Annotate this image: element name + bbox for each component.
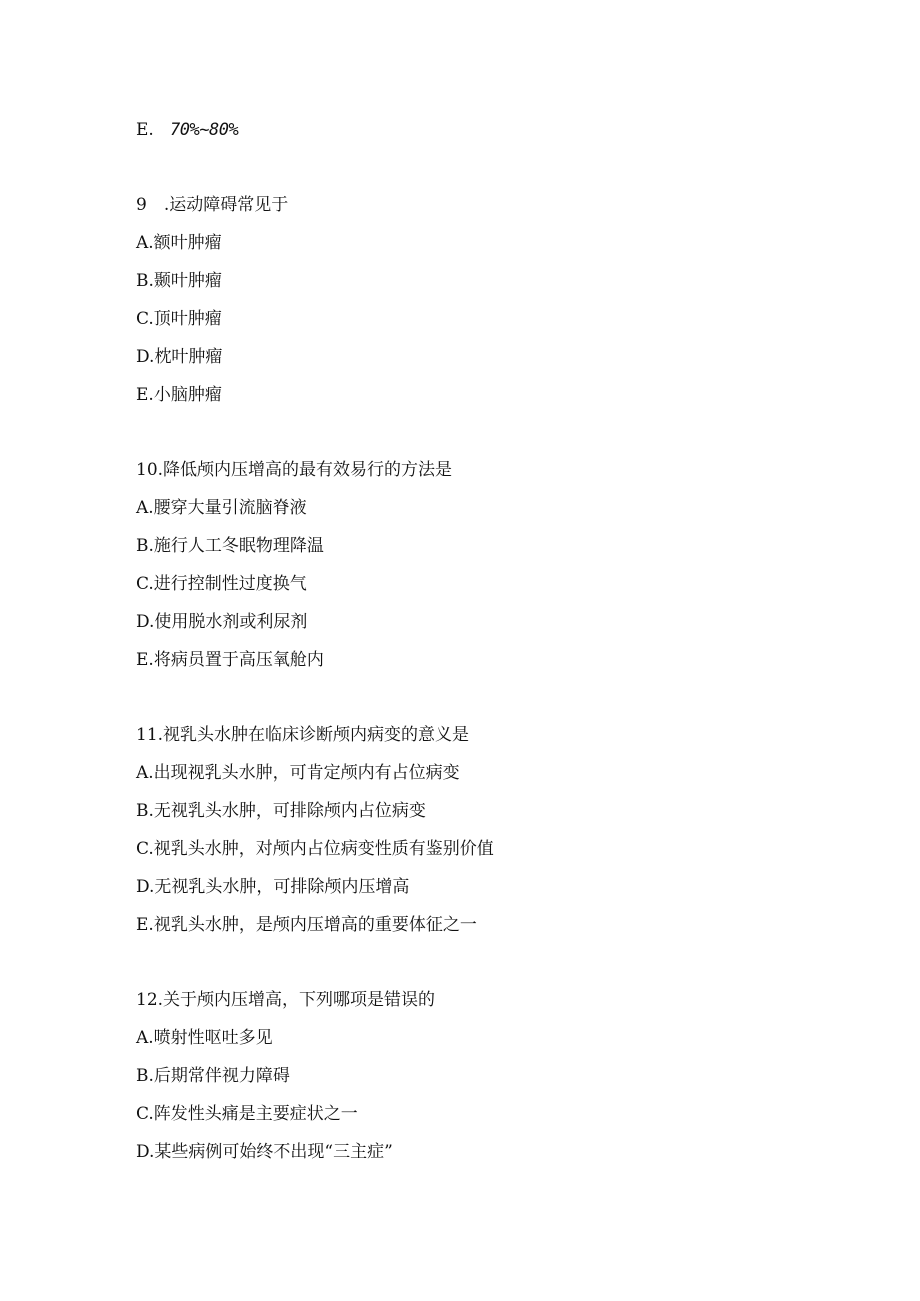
question-9-option-a: A.额叶肿瘤 bbox=[136, 233, 222, 253]
question-9-option-b: B.颞叶肿瘤 bbox=[136, 271, 222, 291]
question-11-option-a: A.出现视乳头水肿，可肯定颅内有占位病变 bbox=[136, 763, 460, 783]
q8-option-e bbox=[136, 119, 238, 141]
question-11-option-d: D.无视乳头水肿，可排除颅内压增高 bbox=[136, 877, 410, 897]
question-9-stem: 9 .运动障碍常见于 bbox=[136, 195, 289, 215]
question-11-option-b: B.无视乳头水肿，可排除颅内占位病变 bbox=[136, 801, 426, 821]
question-9-option-d: D.枕叶肿瘤 bbox=[136, 347, 223, 367]
question-12-stem: 12.关于颅内压增高，下列哪项是错误的 bbox=[136, 990, 436, 1010]
question-9-option-e: E.小脑肿瘤 bbox=[136, 385, 222, 405]
option-letter: E. bbox=[136, 120, 154, 140]
question-10-option-e: E.将病员置于高压氧舱内 bbox=[136, 650, 324, 670]
question-11-stem: 11.视乳头水肿在临床诊断颅内病变的意义是 bbox=[136, 725, 470, 745]
option-value: 70%~80% bbox=[170, 120, 239, 140]
question-10-stem: 10.降低颅内压增高的最有效易行的方法是 bbox=[136, 460, 453, 480]
question-10-option-a: A.腰穿大量引流脑脊液 bbox=[136, 498, 307, 518]
question-12-option-c: C.阵发性头痛是主要症状之一 bbox=[136, 1104, 358, 1124]
question-11-option-c: C.视乳头水肿，对颅内占位病变性质有鉴别价值 bbox=[136, 839, 494, 859]
question-12-option-b: B.后期常伴视力障碍 bbox=[136, 1066, 290, 1086]
question-12-option-a: A.喷射性呕吐多见 bbox=[136, 1028, 273, 1048]
question-10-option-d: D.使用脱水剂或利尿剂 bbox=[136, 612, 308, 632]
question-10-option-b: B.施行人工冬眠物理降温 bbox=[136, 536, 324, 556]
question-10-option-c: C.进行控制性过度换气 bbox=[136, 574, 307, 594]
question-11-option-e: E.视乳头水肿，是颅内压增高的重要体征之一 bbox=[136, 915, 477, 935]
question-9-option-c: C.顶叶肿瘤 bbox=[136, 309, 222, 329]
question-12-option-d: D.某些病例可始终不出现“三主症” bbox=[136, 1142, 393, 1162]
